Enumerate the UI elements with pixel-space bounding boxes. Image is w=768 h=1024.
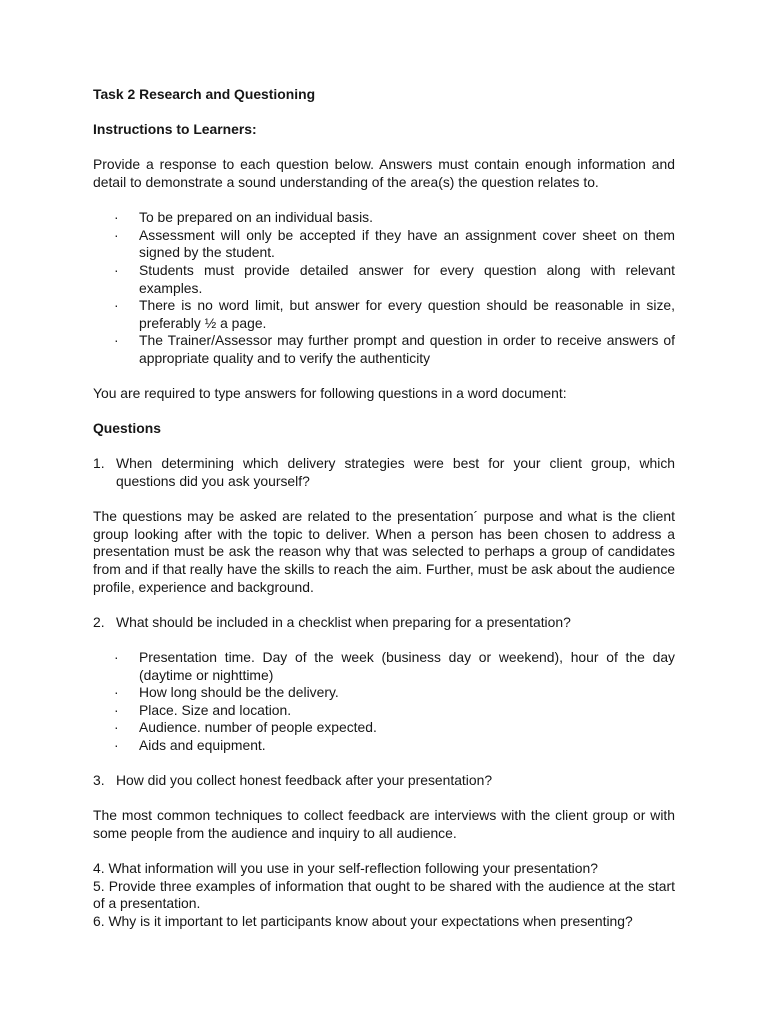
instructions-heading: Instructions to Learners: (93, 121, 257, 138)
list-item: · Aids and equipment. (114, 736, 266, 753)
type-answers-note: You are required to type answers for following questions in a word document: (93, 385, 567, 402)
document-page (93, 86, 675, 931)
list-item: · The Trainer/Assessor may further prompt and question in order to receive answers of appropriate quality and to verify the authenticity (114, 332, 675, 366)
question-number: 2. (93, 613, 105, 630)
bullet-icon: · (114, 719, 119, 736)
question-text: What should be included in a checklist when preparing for a presentation? (116, 613, 571, 630)
questions-heading: Questions (93, 420, 161, 437)
question-4: 4. What information will you use in your self-reflection following your presentation? (93, 860, 598, 877)
question-text: When determining which delivery strategies were best for your client group, which questions did you ask yourself? (116, 455, 675, 490)
list-item: · Students must provide detailed answer for every question along with relevant examples. (114, 261, 675, 296)
list-item: · How long should be the delivery. (114, 684, 339, 701)
bullet-icon: · (114, 209, 119, 226)
list-item: · Audience. number of people expected. (114, 719, 377, 736)
answer-3: The most common techniques to collect feedback are interviews with the client group or with some people from the audience and inquiry to all audience. (93, 807, 675, 841)
intro-paragraph: Provide a response to each question below. Answers must contain enough information and detail to demonstrate a sound understanding of the area(s) the question relates to. (93, 156, 675, 190)
bullet-icon: · (114, 297, 119, 314)
bullet-icon: · (114, 736, 119, 753)
bullet-icon: · (114, 649, 119, 665)
list-item: · Place. Size and location. (114, 701, 292, 718)
answer-1: The questions may be asked are related to the presentation´ purpose and what is the client group looking after with the topic to deliver. When a person has been chosen to address a presentation must be ask the reason why that was selected to perhaps a group of candidates from and if that really have the skills to reach the aim. Further, must be ask about the audience profile, experience and background. (93, 508, 675, 595)
question-text: How did you collect honest feedback after your presentation? (116, 772, 493, 789)
bullet-icon: · (114, 332, 119, 349)
question-6: 6. Why is it important to let participants know about your expectations when presenting? (93, 912, 633, 929)
question-2 (93, 614, 675, 632)
task-title: Task 2 Research and Questioning (93, 86, 316, 102)
instruction-list (93, 209, 675, 367)
question-number: 1. (93, 455, 105, 472)
bullet-icon: · (114, 226, 119, 243)
bullet-icon: · (114, 261, 119, 278)
question-1 (93, 455, 675, 490)
list-item: · There is no word limit, but answer for every question should be reasonable in size, preferably ½ a page. (114, 297, 675, 331)
question-5: 5. Provide three examples of information that ought to be shared with the audience at the start of a presentation. (93, 877, 675, 912)
list-item: · Presentation time. Day of the week (business day or weekend), hour of the day (daytime or nighttime) (114, 649, 675, 683)
question-3 (93, 772, 675, 790)
checklist (93, 649, 675, 755)
bullet-icon: · (114, 701, 119, 718)
list-item: · To be prepared on an individual basis. (114, 209, 373, 226)
bullet-icon: · (114, 684, 119, 701)
question-number: 3. (93, 772, 105, 789)
list-item: · Assessment will only be accepted if they have an assignment cover sheet on them signed by the student. (114, 226, 675, 261)
